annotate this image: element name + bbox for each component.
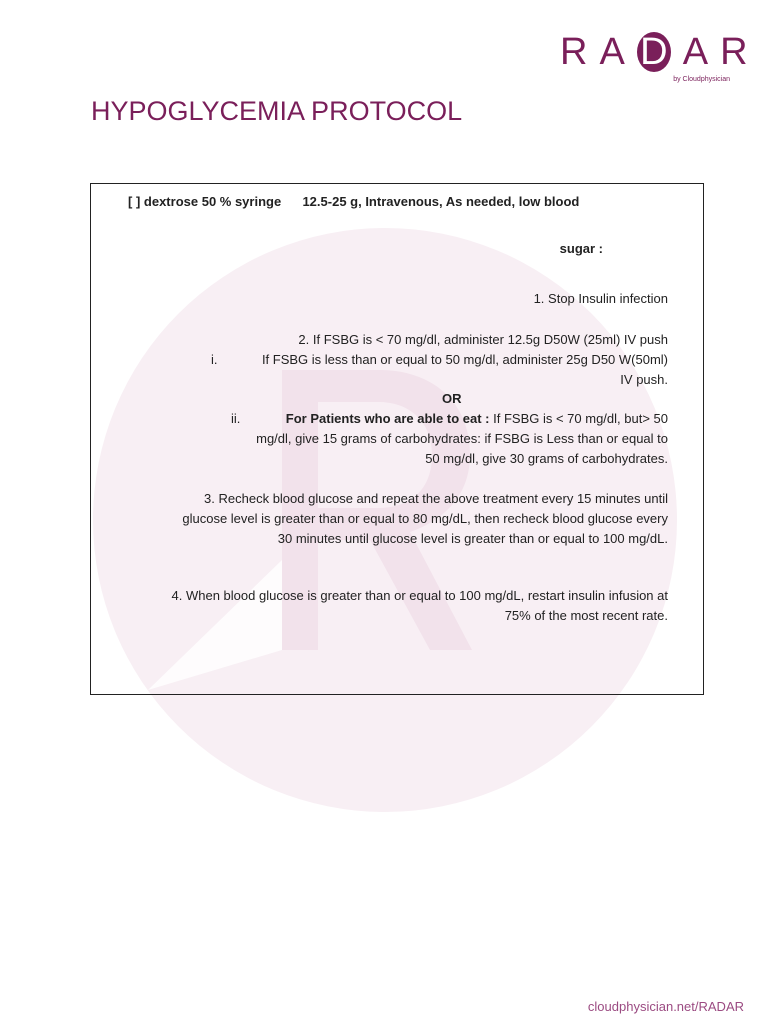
step-1: 1. Stop Insulin infection [533, 291, 668, 306]
step-3-line2: glucose level is greater than or equal to 80 mg/dL, then recheck blood glucose every [182, 511, 668, 526]
order-dose-cont: sugar : [559, 241, 603, 256]
step-2: 2. If FSBG is < 70 mg/dl, administer 12.5g D50W (25ml) IV push [298, 332, 668, 347]
step-2ii [286, 409, 668, 429]
step-3-line1: 3. Recheck blood glucose and repeat the above treatment every 15 minutes until [204, 491, 668, 506]
order-checkbox[interactable]: [ ] [128, 194, 141, 209]
footer-link[interactable]: cloudphysician.net/RADAR [587, 999, 744, 1014]
order-checkbox-label [128, 192, 579, 212]
step-2i: If FSBG is less than or equal to 50 mg/dl, administer 25g D50 W(50ml) [261, 352, 668, 367]
order-drug: dextrose 50 % syringe [143, 194, 282, 209]
step-2ii-text: If FSBG is < 70 mg/dl, but> 50 [493, 411, 668, 426]
step-2ii-marker: ii. [231, 411, 241, 426]
radar-logo-icon: RAD AR [560, 31, 760, 73]
step-2i-marker: i. [211, 352, 218, 367]
step-2i-cont: IV push. [620, 372, 668, 387]
order-dose: 12.5-25 g, Intravenous, As needed, low blood [302, 194, 580, 209]
page-title: HYPOGLYCEMIA PROTOCOL [91, 96, 463, 126]
step-2ii-cont1: mg/dl, give 15 grams of carbohydrates: if FSBG is Less than or equal to [256, 431, 668, 446]
step-2ii-bold: For Patients who are able to eat : [285, 411, 490, 426]
step-4-line2: 75% of the most recent rate. [504, 608, 668, 623]
step-3-line3: 30 minutes until glucose level is greater than or equal to 100 mg/dL. [277, 531, 668, 546]
step-4-line1: 4. When blood glucose is greater than or equal to 100 mg/dL, restart insulin infusion at [171, 588, 668, 603]
or-label: OR [442, 391, 462, 406]
logo-subtitle: by Cloudphysician [673, 76, 730, 83]
radar-logo[interactable] [560, 30, 760, 86]
protocol-box [90, 183, 704, 695]
step-2ii-cont2: 50 mg/dl, give 30 grams of carbohydrates. [425, 451, 668, 466]
